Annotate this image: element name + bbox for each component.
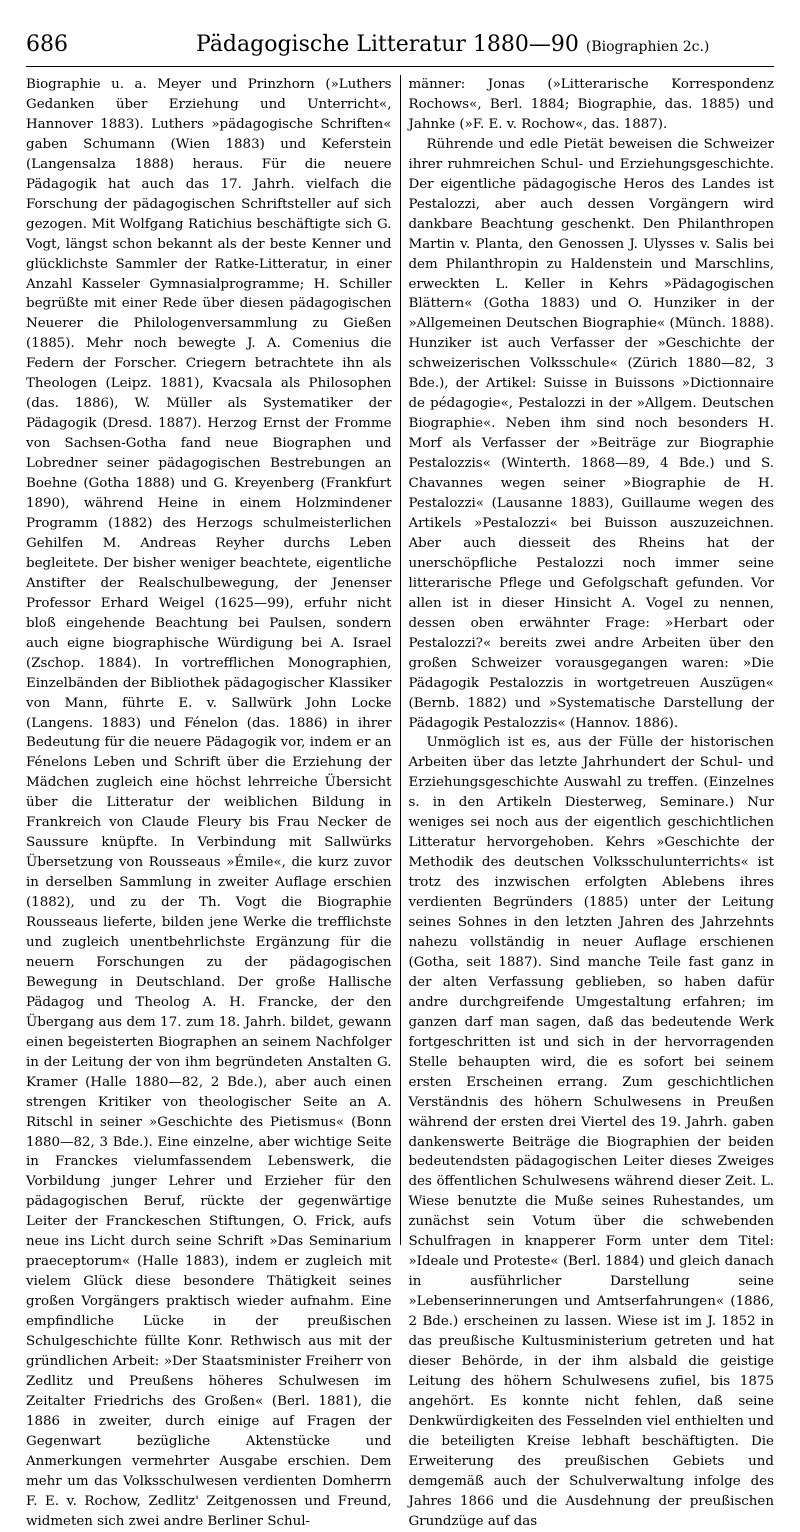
left-column	[26, 75, 396, 1529]
paragraph: Rührende und edle Pietät beweisen die Schweizer ihrer ruhmreichen Schul- und Erziehungsgeschichte. Der eigentliche pädagogische Heros des Landes ist Pestalozzi, aber auch dessen Vorgängern wird dankbare Beachtung geschenkt. Den Philanthropen Martin v. Planta, den Genossen J. Ulysses v. Salis bei dem Philanthropin zu Haldenstein und Marschlins, erweckten L. Keller in Kehrs »Pädagogischen Blättern« (Gotha 1883) und O. Hunziker in der »Allgemeinen Deutschen Biographie« (Münch. 1888). Hunziker ist auch Verfasser der »Geschichte der schweizerischen Volksschule« (Zürich 1880—82, 3 Bde.), der Artikel: Suisse in Buissons »Dictionnaire de pédagogie«, Pestalozzi in der »Allgem. Deutschen Biographie«. Neben ihm sind noch besonders H. Morf als Verfasser der »Beiträge zur Biographie Pestalozzis« (Winterth. 1868—89, 4 Bde.) und S. Chavannes wegen seiner »Biographie de H. Pestalozzi« (Lausanne 1883), Guillaume wegen des Artikels »Pestalozzi« bei Buisson auszuzeichnen. Aber auch diesseit des Rheins hat der unerschöpfliche Pestalozzi noch immer seine litterarische Pflege und Gefolgschaft gefunden. Vor allen ist in dieser Hinsicht A. Vogel zu nennen, dessen oben erwähnter Frage: »Herbart oder Pestalozzi?« bereits zwei andre Arbeiten über den großen Schweizer vorausgegangen waren: »Die Pädagogik Pestalozzis in wortgetreuen Auszügen« (Bernb. 1882) und »Systematische Darstellung der Pädagogik Pestalozzis« (Hannov. 1886).	[408, 136, 774, 731]
running-header	[26, 30, 774, 67]
column-divider	[400, 75, 401, 1245]
running-title-subtitle: (Biographien 2c.)	[585, 39, 710, 55]
page-number: 686	[26, 32, 68, 57]
running-title	[196, 32, 709, 57]
right-column	[404, 75, 774, 1529]
paragraph: Biographie u. a. Meyer und Prinzhorn (»Luthers Gedanken über Erziehung und Unterricht«, Hannover 1883). Luthers »pädagogische Schriften« gaben Schumann (Wien 1883) und Keferstein (Langensalza 1888) heraus. Für die neuere Pädagogik hat auch das 17. Jahrh. vielfach die Forschung der pädagogischen Schriftsteller auf sich gezogen. Mit Wolfgang Ratichius beschäftigte sich G. Vogt, längst schon bekannt als der beste Kenner und glücklichste Sammler der Ratke-Litteratur, in einer Anzahl Kasseler Gymnasialprogramme; H. Schiller begrüßte mit einer Rede über diesen pädagogischen Neuerer die Philologenversammlung zu Gießen (1885). Mehr noch bewegte J. A. Comenius die Federn der Forscher. Criegern betrachtete ihn als Theologen (Leipz. 1881), Kvacsala als Philosophen (das. 1886), W. Müller als Systematiker der Pädagogik (Dresd. 1887). Herzog Ernst der Fromme von Sachsen-Gotha fand neue Biographen und Lobredner seiner pädagogischen Bestrebungen an Boehne (Gotha 1888) und G. Kreyenberg (Frankfurt 1890), während Heine in einem Holzmindener Programm (1882) des Herzogs schulmeisterlichen Gehilfen M. Andreas Reyher durchs Leben begleitete. Der bisher weniger beachtete, eigentliche Anstifter der Realschulbewegung, der Jenenser Professor Erhard Weigel (1625—99), erfuhr nicht bloß eingehende Beachtung bei Paulsen, sondern auch eigne biographische Würdigung bei A. Israel (Zschop. 1884). In vortrefflichen Monographien, Einzelbänden der Bibliothek pädagogischer Klassiker von Mann, führte E. v. Sallwürk John Locke (Langens. 1883) und Fénelon (das. 1886) in ihrer Bedeutung für die neuere Pädagogik vor, indem er an Fénelons Leben und Schrift über die Erziehung der Mädchen zugleich eine höchst lehrreiche Übersicht über die Litteratur der weiblichen Bildung in Frankreich von Claude Fleury bis Frau Necker de Saussure knüpfte. In Verbindung mit Sallwürks Übersetzung von Rousseaus »Émile«, die kurz zuvor in derselben Sammlung in zweiter Auflage erschien (1882), und zu der Th. Vogt die Biographie Rousseaus lieferte, bilden jene Werke die trefflichste und zugleich unentbehrlichste Ergänzung für die neuern Forschungen zu der pädagogischen Bewegung in Deutschland. Der große Hallische Pädagog und Theolog A. H. Francke, der den Übergang aus dem 17. zum 18. Jahrh. bildet, gewann einen begeisterten Biographen an seinem Nachfolger in der Leitung der von ihm begründeten Anstalten G. Kramer (Halle 1880—82, 2 Bde.), aber auch einen strengen Kritiker von theologischer Seite an A. Ritschl in seiner »Geschichte des Pietismus« (Bonn 1880—82, 3 Bde.). Eine einzelne, aber wichtige Seite in Franckes vielumfassendem Lebenswerk, die Vorbildung junger Lehrer und Erzieher für den pädagogischen Beruf, rückte der gegenwärtige Leiter der Franckeschen Stiftungen, O. Frick, aufs neue ins Licht durch seine Schrift »Das Seminarium praeceptorum« (Halle 1883), indem er zugleich mit vielem Glück diese besondere Thätigkeit seines großen Vorgängers praktisch wieder aufnahm. Eine empfindliche Lücke in der preußischen Schulgeschichte füllte Konr. Rethwisch aus mit der gründlichen Arbeit: »Der Staatsminister Freiherr von Zedlitz und Preußens höheres Schulwesen im Zeitalter Friedrichs des Großen« (Berl. 1881), die 1886 in zweiter, durch einige auf Fragen der Gegenwart bezügliche Aktenstücke und Anmerkungen vermehrter Ausgabe erschien. Dem mehr um das Volksschulwesen verdienten Domherrn F. E. v. Rochow, Zedlitz' Zeitgenossen und Freund, widmeten sich zwei andre Berliner Schul-	[26, 77, 392, 1529]
paragraph: männer: Jonas (»Litterarische Korrespondenz Rochows«, Berl. 1884; Biographie, das. 1885) und Jahnke (»F. E. v. Rochow«, das. 1887).	[408, 77, 774, 132]
text-columns	[26, 75, 774, 1529]
running-title-main: Pädagogische Litteratur 1880—90	[196, 32, 579, 57]
paragraph: Unmöglich ist es, aus der Fülle der historischen Arbeiten über das letzte Jahrhundert der Schul- und Erziehungsgeschichte Auswahl zu treffen. (Einzelnes s. in den Artikeln Diesterweg, Seminare.) Nur weniges sei noch aus der eigentlich geschichtlichen Litteratur hervorgehoben. Kehrs »Geschichte der Methodik des deutschen Volksschulunterrichts« ist trotz des inzwischen erfolgten Ablebens ihres verdienten Begründers (1885) unter der Leitung seines Sohnes in den letzten Jahren des Jahrzehnts nahezu vollständig in neuer Auflage erschienen (Gotha, seit 1887). Sind manche Teile fast ganz in der alten Verfassung geblieben, so haben dafür andre durchgreifende Umgestaltung erfahren; im ganzen darf man sagen, daß das bedeutende Werk fortgeschritten ist und sich in der hervorragenden Stelle behaupten wird, die es sofort bei seinem ersten Erscheinen errang. Zum geschichtlichen Verständnis des höhern Schulwesens in Preußen während der ersten drei Viertel des 19. Jahrh. gaben dankenswerte Beiträge die Biographien der beiden bedeutendsten pädagogischen Leiter dieses Zweiges des öffentlichen Schulwesens während dieser Zeit. L. Wiese benutzte die Muße seines Ruhestandes, um zunächst sein Votum über die schwebenden Schulfragen in knapperer Form unter dem Titel: »Ideale und Proteste« (Berl. 1884) und gleich danach in ausführlicher Darstellung seine »Lebenserinnerungen und Amtserfahrungen« (1886, 2 Bde.) erscheinen zu lassen. Wiese ist im J. 1852 in das preußische Kultusministerium getreten und hat dieser Behörde, in der ihm alsbald die geistige Leitung des höhern Schulwesens zufiel, bis 1875 angehört. Es konnte nicht fehlen, daß seine Denkwürdigkeiten des Fesselnden viel enthielten und die beteiligten Kreise lebhaft beschäftigten. Die Erweiterung des preußischen Gebiets und demgemäß auch der Schulverwaltung infolge des Jahres 1866 und die Ausdehnung der preußischen Grundzüge auf das	[408, 735, 774, 1529]
